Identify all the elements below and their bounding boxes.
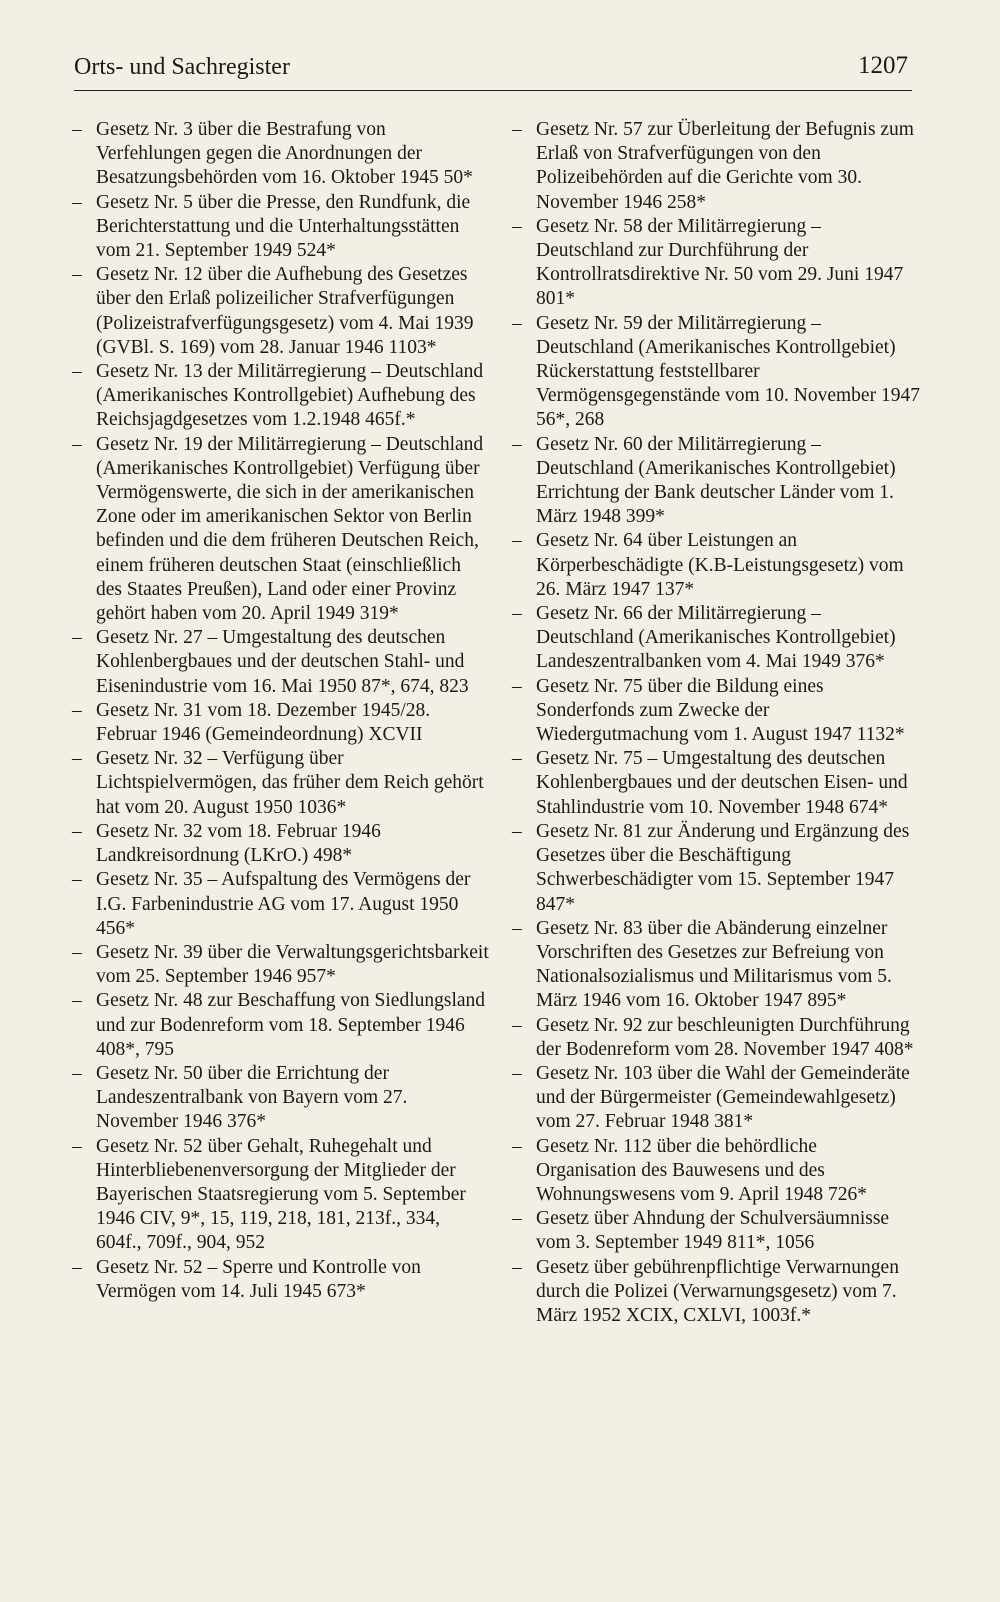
register-entry: – Gesetz Nr. 112 über die behördliche Organisation des Bauwesens und des Wohnungswesens vom 9. April 1948 726*	[512, 1135, 922, 1208]
register-entry: – Gesetz Nr. 59 der Militärregierung – Deutschland (Amerikanisches Kontrollgebiet) Rückerstattung feststellbarer Vermögensgegenstände vom 10. November 1947 56*, 268	[512, 312, 922, 433]
register-entry: – Gesetz Nr. 48 zur Beschaffung von Siedlungsland und zur Bodenreform vom 18. September 1946 408*, 795	[72, 989, 490, 1062]
register-entry: – Gesetz Nr. 75 – Umgestaltung des deutschen Kohlenbergbaues und der deutschen Eisen- und Stahlindustrie vom 10. November 1948 674*	[512, 747, 922, 820]
register-entry: – Gesetz Nr. 35 – Aufspaltung des Vermögens der I.G. Farbenindustrie AG vom 17. August 1950 456*	[72, 868, 490, 941]
left-column	[72, 118, 490, 1304]
register-entry: – Gesetz Nr. 83 über die Abänderung einzelner Vorschriften des Gesetzes zur Befreiung von Nationalsozialismus und Militarismus vom 5. März 1946 vom 16. Oktober 1947 895*	[512, 917, 922, 1014]
register-entry: – Gesetz über Ahndung der Schulversäumnisse vom 3. September 1949 811*, 1056	[512, 1207, 922, 1255]
register-entry: – Gesetz Nr. 32 vom 18. Februar 1946 Landkreisordnung (LKrO.) 498*	[72, 820, 490, 868]
register-entry: – Gesetz Nr. 32 – Verfügung über Lichtspielvermögen, das früher dem Reich gehört hat vom 20. August 1950 1036*	[72, 747, 490, 820]
register-entry: – Gesetz Nr. 12 über die Aufhebung des Gesetzes über den Erlaß polizeilicher Strafverfügungen (Polizeistrafverfügungsgesetz) vom 4. Mai 1939 (GVBl. S. 169) vom 28. Januar 1946 1103*	[72, 263, 490, 360]
register-entry: – Gesetz über gebührenpflichtige Verwarnungen durch die Polizei (Verwarnungsgesetz) vom 7. März 1952 XCIX, CXLVI, 1003f.*	[512, 1256, 922, 1329]
left-entry-list	[72, 118, 490, 1304]
register-entry: – Gesetz Nr. 13 der Militärregierung – Deutschland (Amerikanisches Kontrollgebiet) Aufhebung des Reichsjagdgesetzes vom 1.2.1948 465f.*	[72, 360, 490, 433]
register-entry: – Gesetz Nr. 19 der Militärregierung – Deutschland (Amerikanisches Kontrollgebiet) Verfügung über Vermögenswerte, die sich in der amerikanischen Zone oder im amerikanischen Sektor von Berlin befinden und die dem früheren Deutschen Reich, einem früheren deutschen Staat (einschließlich des Staates Preußen), Land oder einer Provinz gehört haben vom 20. April 1949 319*	[72, 433, 490, 627]
register-entry: – Gesetz Nr. 52 über Gehalt, Ruhegehalt und Hinterbliebenenversorgung der Mitglieder der Bayerischen Staatsregierung vom 5. September 1946 CIV, 9*, 15, 119, 218, 181, 213f., 334, 604f., 709f., 904, 952	[72, 1135, 490, 1256]
register-entry: – Gesetz Nr. 81 zur Änderung und Ergänzung des Gesetzes über die Beschäftigung Schwerbeschädigter vom 15. September 1947 847*	[512, 820, 922, 917]
register-entry: – Gesetz Nr. 3 über die Bestrafung von Verfehlungen gegen die Anordnungen der Besatzungsbehörden vom 16. Oktober 1945 50*	[72, 118, 490, 191]
register-entry: – Gesetz Nr. 50 über die Errichtung der Landeszentralbank von Bayern vom 27. November 1946 376*	[72, 1062, 490, 1135]
register-entry: – Gesetz Nr. 39 über die Verwaltungsgerichtsbarkeit vom 25. September 1946 957*	[72, 941, 490, 989]
register-entry: – Gesetz Nr. 60 der Militärregierung – Deutschland (Amerikanisches Kontrollgebiet) Errichtung der Bank deutscher Länder vom 1. März 1948 399*	[512, 433, 922, 530]
running-header	[74, 50, 912, 91]
register-entry: – Gesetz Nr. 103 über die Wahl der Gemeinderäte und der Bürgermeister (Gemeindewahlgesetz) vom 27. Februar 1948 381*	[512, 1062, 922, 1135]
page-title: Orts- und Sachregister	[74, 54, 290, 80]
register-entry: – Gesetz Nr. 52 – Sperre und Kontrolle von Vermögen vom 14. Juli 1945 673*	[72, 1256, 490, 1304]
register-entry: – Gesetz Nr. 58 der Militärregierung – Deutschland zur Durchführung der Kontrollratsdirektive Nr. 50 vom 29. Juni 1947 801*	[512, 215, 922, 312]
register-entry: – Gesetz Nr. 75 über die Bildung eines Sonderfonds zum Zwecke der Wiedergutmachung vom 1. August 1947 1132*	[512, 675, 922, 748]
page-number: 1207	[858, 52, 908, 79]
register-entry: – Gesetz Nr. 64 über Leistungen an Körperbeschädigte (K.B-Leistungsgesetz) vom 26. März 1947 137*	[512, 529, 922, 602]
register-entry: – Gesetz Nr. 5 über die Presse, den Rundfunk, die Berichterstattung und die Unterhaltungsstätten vom 21. September 1949 524*	[72, 191, 490, 264]
register-entry: – Gesetz Nr. 66 der Militärregierung – Deutschland (Amerikanisches Kontrollgebiet) Landeszentralbanken vom 4. Mai 1949 376*	[512, 602, 922, 675]
register-entry: – Gesetz Nr. 57 zur Überleitung der Befugnis zum Erlaß von Strafverfügungen von den Polizeibehörden auf die Gerichte vom 30. November 1946 258*	[512, 118, 922, 215]
register-entry: – Gesetz Nr. 92 zur beschleunigten Durchführung der Bodenreform vom 28. November 1947 408*	[512, 1014, 922, 1062]
right-entry-list	[512, 118, 922, 1328]
register-entry: – Gesetz Nr. 27 – Umgestaltung des deutschen Kohlenbergbaues und der deutschen Stahl- und Eisenindustrie vom 16. Mai 1950 87*, 674, 823	[72, 626, 490, 699]
right-column	[512, 118, 922, 1328]
register-entry: – Gesetz Nr. 31 vom 18. Dezember 1945/28. Februar 1946 (Gemeindeordnung) XCVII	[72, 699, 490, 747]
